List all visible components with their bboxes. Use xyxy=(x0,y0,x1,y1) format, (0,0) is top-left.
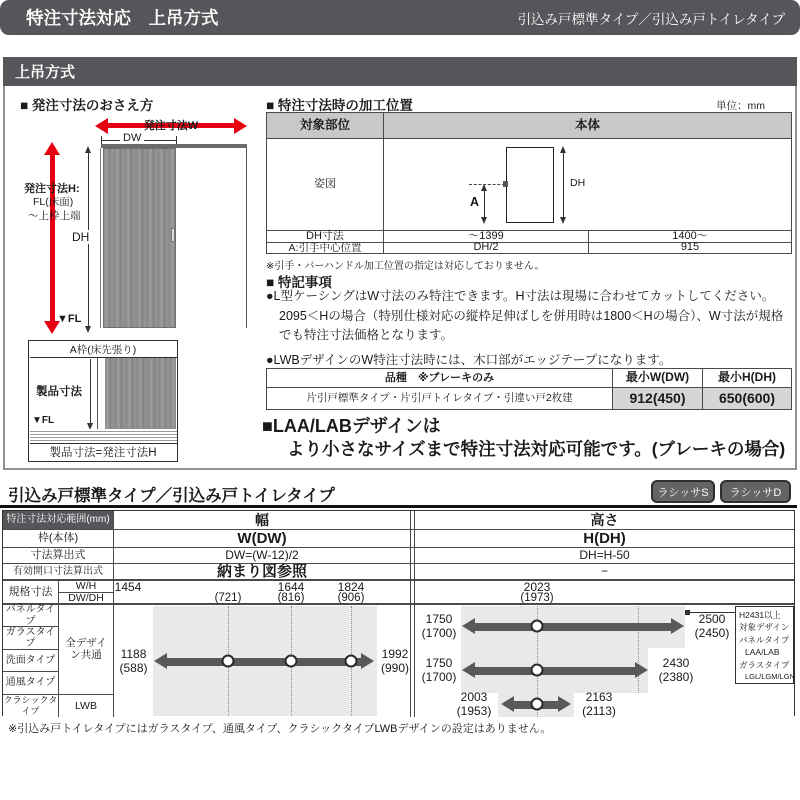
right-jamb-line xyxy=(246,148,247,328)
note-bullet-1: ●L型ケーシングはW寸法のみ特注できます。H寸法は現場に合わせてカットしてください。2095＜Hの場合（特別仕様対応の縦枠足伸ばしを併用時は1800＜Hの場合）、W寸法が規格でも特注寸法価格となります。 xyxy=(266,289,784,342)
width-max-value: 1992 xyxy=(381,647,409,661)
machining-col1-header: 対象部位 xyxy=(267,113,384,139)
callout-line-4: LAA/LAB xyxy=(745,647,780,658)
elevation-diagram-cell xyxy=(384,139,791,231)
product-dim-line xyxy=(90,359,91,425)
formula-row-w: DW=(W-12)/2 xyxy=(114,548,411,564)
height-r1-min xyxy=(417,612,461,640)
height-r1-max xyxy=(689,612,735,640)
standard-row-label: 規格寸法 xyxy=(3,581,59,605)
height-r2-std-dot xyxy=(531,664,544,677)
page-title: 特注寸法対応 上吊方式 xyxy=(26,8,219,28)
type-row-classic: クラシックタイプ xyxy=(3,695,58,716)
height-r3-min-value: 2003 xyxy=(460,690,488,704)
elevation-dh-line xyxy=(563,149,564,221)
lasissa-s-button[interactable]: ラシッサS xyxy=(651,480,715,503)
height-r2-min xyxy=(417,656,461,684)
order-w-label: 発注寸法W xyxy=(143,120,199,132)
page-header-bar xyxy=(0,0,800,35)
standard-dw-816: (816) xyxy=(277,592,305,604)
a-pos-v1: DH/2 xyxy=(384,243,589,254)
frame-row-h: H(DH) xyxy=(414,530,794,548)
formula-row-label: 寸法算出式 xyxy=(3,548,114,564)
fl-marker: ▼FL xyxy=(57,313,82,325)
opening-row-h: − xyxy=(414,564,794,581)
dh-dim-arrow-top xyxy=(85,146,91,153)
min-size-table xyxy=(266,368,792,410)
height-r2-arrow-head-left xyxy=(462,662,475,678)
height-r1-arrow-body xyxy=(475,623,671,631)
opening-row-w: 納まり図参照 xyxy=(114,564,411,581)
height-r3-arrow-head-right xyxy=(558,696,571,712)
order-h-label3: ～上枠上端 xyxy=(28,210,81,222)
min-table-h1: 品種 ※ブレーキのみ xyxy=(267,369,613,388)
elevation-a-arrow-bottom xyxy=(481,217,487,224)
height-r2-arrow-body xyxy=(475,667,635,675)
machining-table xyxy=(266,112,792,254)
width-min-value: 1188 xyxy=(120,647,147,661)
height-r3-max-paren: (2113) xyxy=(582,704,616,718)
product-dim-label: 製品寸法 xyxy=(36,383,82,399)
height-r2-min-paren: (1700) xyxy=(421,670,457,684)
callout-line-3: パネルタイプ xyxy=(739,634,790,645)
callout-line-1: H2431以上 xyxy=(739,610,782,620)
dw-label: DW xyxy=(120,132,144,144)
type-row-tsufu: 通風タイプ xyxy=(3,672,59,694)
height-r2-max xyxy=(653,656,699,684)
elevation-a-arrow-top xyxy=(481,184,487,191)
upper-section-title: 上吊方式 xyxy=(15,64,76,81)
design-lwb-cell: LWB xyxy=(59,695,114,717)
note-bullet-2: ●LWBデザインのW特注寸法時には、木口部がエッジテープになります。 xyxy=(266,352,672,367)
elevation-door-rect xyxy=(506,147,554,223)
callout-leader-line xyxy=(689,612,735,613)
height-r1-min-paren: (1700) xyxy=(421,626,457,640)
spec-range-header: 特注寸法対応範囲(mm) xyxy=(3,511,114,530)
a-frame-jamb-line xyxy=(97,358,98,429)
elevation-row-label: 姿図 xyxy=(267,139,384,231)
callout-line-6: LGL/LGM/LGN xyxy=(745,672,796,682)
page-subtitle: 引込み戸標準タイプ／引込み戸トイレタイプ xyxy=(517,11,785,27)
height-r3-max xyxy=(575,690,623,718)
formula-row-h: DH=H-50 xyxy=(414,548,794,564)
spec-width-header: 幅 xyxy=(114,511,411,530)
door-handle xyxy=(171,228,175,242)
height-r1-min-value: 1750 xyxy=(425,612,453,626)
standard-dw-721: (721) xyxy=(214,592,242,604)
elevation-a-label: A xyxy=(470,195,480,209)
height-r1-max-paren: (2450) xyxy=(694,626,730,640)
a-frame-caption-bottom: 製品寸法=発注寸法H xyxy=(30,443,177,461)
width-std-dot-1644 xyxy=(285,655,298,668)
dh-range-v1: ～1399 xyxy=(384,231,589,243)
standard-w-1454: 1454 xyxy=(114,580,142,594)
standard-sub-wh: W/H xyxy=(59,581,114,593)
spec-height-header: 高さ xyxy=(414,511,794,530)
a-frame-fl: ▼FL xyxy=(32,415,55,426)
width-max-paren: (990) xyxy=(380,661,409,675)
laa-note-line2: より小さなサイズまで特注寸法対応可能です。(ブレーキの場合) xyxy=(287,439,786,459)
height-r2-max-value: 2430 xyxy=(662,656,690,670)
height-r1-max-value: 2500 xyxy=(698,612,726,626)
width-min-label xyxy=(114,647,153,675)
laa-note-line1: ■LAA/LABデザインは xyxy=(262,416,441,436)
design-common-cell: 全デザイン共通 xyxy=(59,605,114,695)
lasissa-d-button[interactable]: ラシッサD xyxy=(720,480,791,503)
height-r2-max-paren: (2380) xyxy=(658,670,694,684)
door-panel xyxy=(103,148,176,328)
handle-center-dash xyxy=(469,184,505,185)
handle-dot xyxy=(503,181,508,187)
width-min-paren: (588) xyxy=(119,661,148,675)
order-dim-heading: ■ 発注寸法のおさえ方 xyxy=(20,98,154,113)
dh-range-label: DH寸法 xyxy=(267,231,384,243)
type-row-senmen: 洗面タイプ xyxy=(3,650,59,672)
order-h-label2: FL(床面) xyxy=(33,196,74,208)
floor-hatch xyxy=(30,429,177,443)
min-table-h: 650(600) xyxy=(703,388,791,409)
lower-heading-rule xyxy=(0,505,797,508)
upper-section-header xyxy=(3,57,797,86)
height-r1-std-dot xyxy=(531,620,544,633)
type-row-glass: ガラスタイプ xyxy=(3,627,59,649)
notes-list xyxy=(266,287,795,375)
a-frame-door-strip xyxy=(105,358,176,429)
a-pos-v2: 915 xyxy=(589,243,791,254)
callout-line-2: 対象デザイン xyxy=(739,622,790,633)
width-arrow-head-right xyxy=(361,653,374,669)
machining-note: ※引手・バーハンドル加工位置の指定は対応しておりません。 xyxy=(266,261,545,272)
notes-heading: ■ 特記事項 xyxy=(266,275,332,290)
height-r3-arrow-head-left xyxy=(501,696,514,712)
type-row-panel: パネルタイプ xyxy=(3,605,59,627)
width-std-dot-1454 xyxy=(222,655,235,668)
standard-dw-906: (906) xyxy=(337,592,365,604)
a-frame-caption-top: A枠(床先張り) xyxy=(30,342,177,358)
width-arrow-body xyxy=(167,658,361,666)
min-table-name: 片引戸標準タイプ・片引戸トイレタイプ・引違い戸2枚建 xyxy=(267,388,613,409)
min-table-w: 912(450) xyxy=(613,388,703,409)
spec-table xyxy=(2,510,795,716)
height-r3-std-dot xyxy=(531,698,544,711)
standard-w-1824: 1824 xyxy=(337,580,365,594)
a-pos-label: A:引手中心位置 xyxy=(267,243,384,254)
frame-row-label: 枠(本体) xyxy=(3,530,114,548)
lower-footnote: ※引込み戸トイレタイプにはガラスタイプ、通風タイプ、クラシックタイプLWBデザインの設定はありません。 xyxy=(8,723,552,735)
standard-h-cell xyxy=(414,581,794,605)
dh-range-v2: 1400～ xyxy=(589,231,791,243)
height-r2-arrow-head-right xyxy=(635,662,648,678)
dh-dim-arrow-bottom xyxy=(85,326,91,333)
height-r3-min-paren: (1953) xyxy=(456,704,492,718)
machining-col2-header: 本体 xyxy=(384,113,791,139)
dh-label: DH xyxy=(72,230,90,244)
height-r2-min-value: 1750 xyxy=(425,656,453,670)
standard-w-1644: 1644 xyxy=(277,580,305,594)
min-table-h2: 最小W(DW) xyxy=(613,369,703,388)
machining-heading: ■ 特注寸法時の加工位置 xyxy=(266,98,413,113)
left-jamb-line xyxy=(100,148,101,328)
height-r1-arrow-head-right xyxy=(671,618,684,634)
lower-heading: 引込み戸標準タイプ／引込み戸トイレタイプ xyxy=(8,487,335,505)
order-h-label1: 発注寸法H: xyxy=(24,183,80,195)
standard-dh-1973: (1973) xyxy=(520,592,554,604)
h2431-callout-box xyxy=(735,606,794,684)
min-table-h3: 最小H(DH) xyxy=(703,369,791,388)
width-arrow-head-left xyxy=(154,653,167,669)
opening-row-label: 有効開口寸法算出式 xyxy=(3,564,114,581)
elevation-dh-arrow-bottom xyxy=(560,217,566,224)
height-r3-max-value: 2163 xyxy=(585,690,613,704)
height-gridline-2 xyxy=(638,606,639,693)
elevation-dh-arrow-top xyxy=(560,146,566,153)
unit-label: 単位：mm xyxy=(716,100,765,112)
standard-sub-dwdh: DW/DH xyxy=(59,593,114,605)
elevation-dh-label: DH xyxy=(570,177,586,189)
height-r3-min xyxy=(451,690,497,718)
standard-h-2023: 2023 xyxy=(523,580,551,594)
width-std-dot-1824 xyxy=(345,655,358,668)
callout-leader-dot xyxy=(685,610,690,615)
height-r1-arrow-head-left xyxy=(462,618,475,634)
width-max-label xyxy=(377,647,413,675)
frame-row-w: W(DW) xyxy=(114,530,411,548)
callout-line-5: ガラスタイプ xyxy=(739,659,790,670)
